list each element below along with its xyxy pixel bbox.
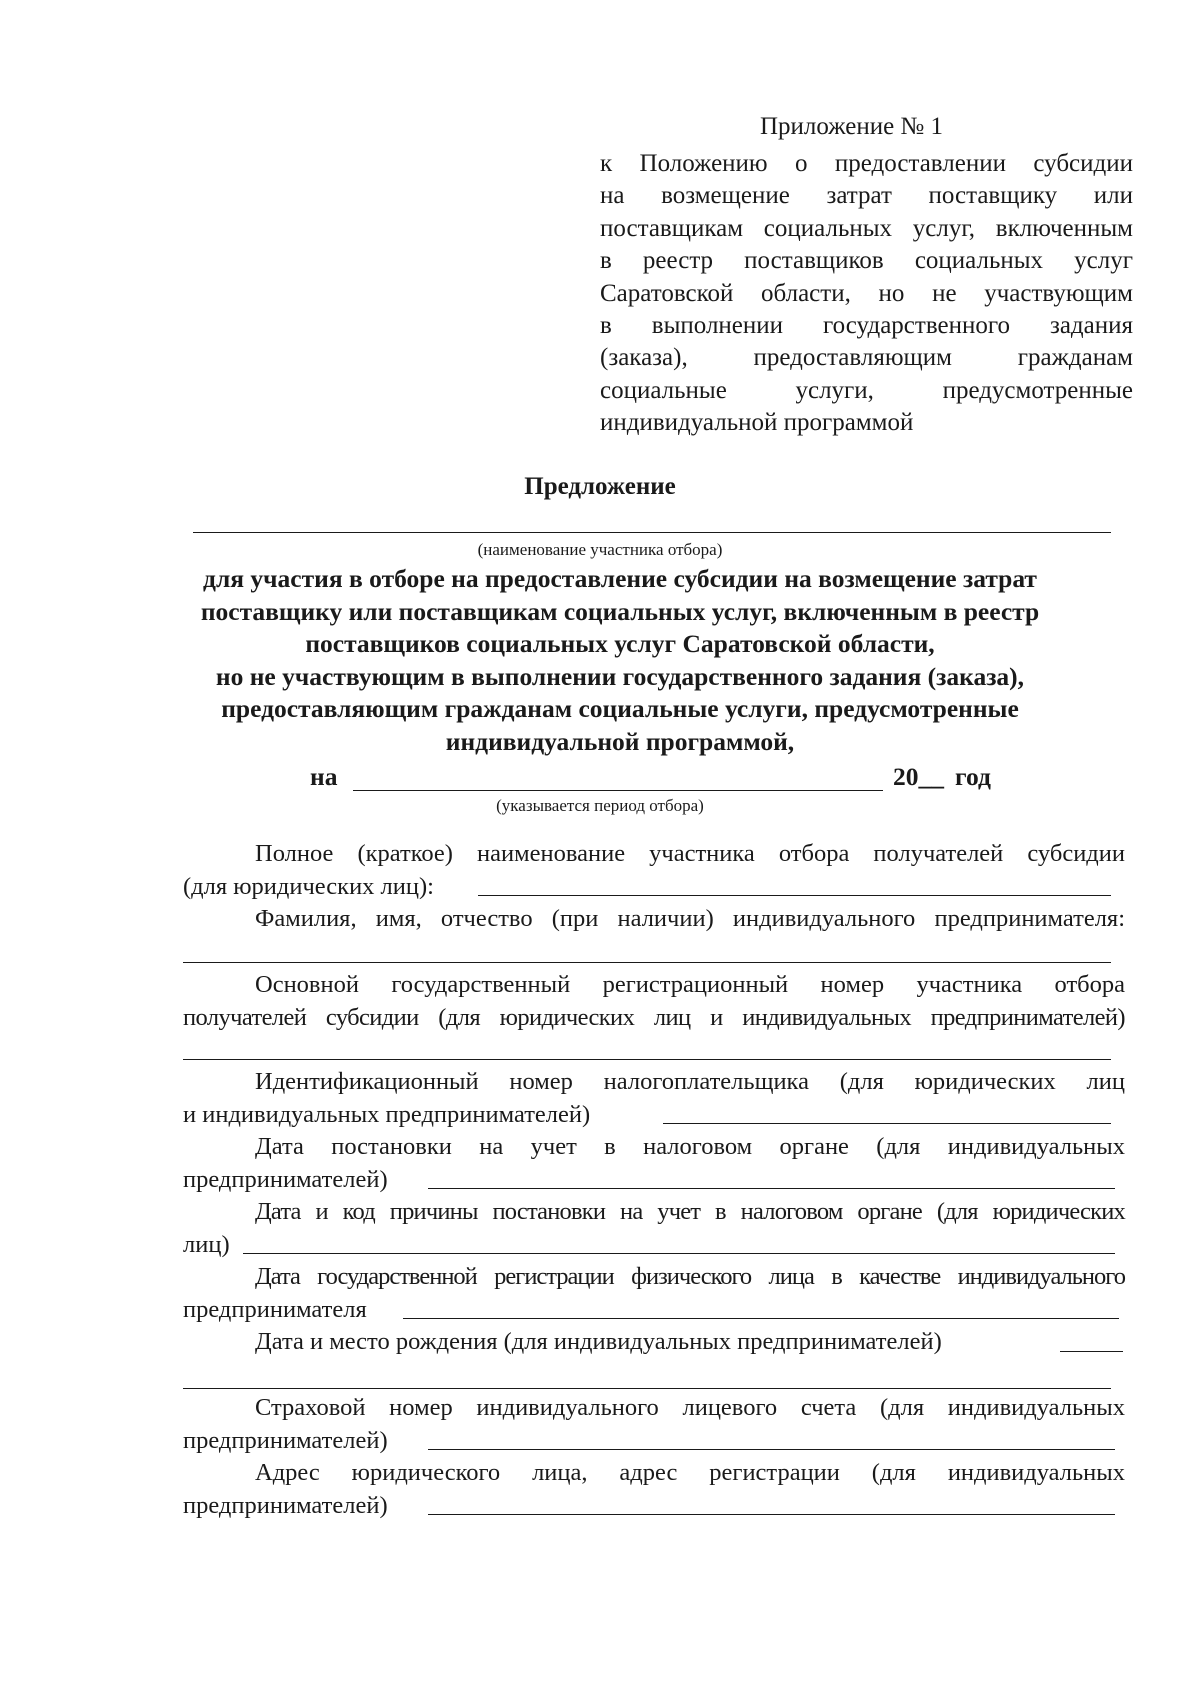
field-label-row <box>183 1326 1125 1359</box>
kpp-blank <box>243 1253 1115 1254</box>
subject-line: индивидуальной программой, <box>445 726 795 756</box>
field-kpp <box>183 1196 1125 1261</box>
period-prefix: на <box>310 762 338 791</box>
field-label: Основной государственный регистрационный номер участника отбора <box>255 971 1125 998</box>
state-reg-date-blank <box>403 1318 1119 1319</box>
birth-blank-2 <box>183 1388 1111 1389</box>
field-label-row <box>183 871 1125 904</box>
proposal-subject <box>120 563 1120 758</box>
document-heading: Предложение <box>524 473 676 500</box>
field-label: Дата и код причины постановки на учет в налоговом органе (для юридических <box>255 1198 1125 1225</box>
field-label: и индивидуальных предпринимателей) <box>183 1100 591 1128</box>
annex-line: Саратовской области, но не участвующим <box>600 279 1133 307</box>
subject-line: для участия в отборе на предоставление субсидии на возмещение затрат <box>203 564 1037 593</box>
full-name-blank <box>478 895 1111 896</box>
field-label: предпринимателей) <box>183 1426 388 1454</box>
annex-line: в реестр поставщиков социальных услуг <box>600 247 1133 275</box>
participant-name-caption: (наименование участника отбора) <box>477 540 723 559</box>
annex-line: на возмещение затрат поставщику или <box>600 182 1133 210</box>
field-fio <box>183 903 1125 936</box>
subject-line: поставщиков социальных услуг Саратовской области, <box>305 629 935 658</box>
field-label: Страховой номер индивидуального лицевого счета (для индивидуальных <box>255 1394 1125 1421</box>
annex-reference <box>600 148 1133 440</box>
field-label: Полное (краткое) наименование участника отбора получателей субсидии <box>255 840 1125 867</box>
field-label: Идентификационный номер налогоплательщика (для юридических лиц <box>255 1068 1125 1095</box>
period-year: 20__ <box>893 762 944 791</box>
field-label: предпринимателя <box>183 1295 367 1323</box>
subject-line: поставщику или поставщикам социальных услуг, включенным в реестр <box>200 596 1040 626</box>
tax-reg-date-blank <box>428 1188 1115 1189</box>
field-inn <box>183 1066 1125 1131</box>
field-label: лиц) <box>183 1230 230 1258</box>
participant-name-line <box>193 532 1111 533</box>
field-ogrn <box>183 969 1125 1034</box>
field-label: Адрес юридического лица, адрес регистрации (для индивидуальных <box>255 1459 1125 1486</box>
field-birth <box>183 1326 1125 1359</box>
field-label: Дата и место рождения (для индивидуальных предпринимателей) <box>255 1328 942 1355</box>
annex-line: к Положению о предоставлении субсидии <box>600 150 1133 177</box>
snils-blank <box>428 1449 1115 1450</box>
birth-blank <box>1060 1351 1123 1352</box>
field-label: предпринимателей) <box>183 1165 388 1193</box>
period-caption: (указывается период отбора) <box>496 796 704 815</box>
field-label-row <box>183 1425 1125 1458</box>
field-full-name <box>183 838 1125 903</box>
field-label: Дата государственной регистрации физического лица в качестве индивидуального <box>255 1263 1125 1290</box>
address-blank <box>428 1514 1115 1515</box>
annex-line: в выполнении государственного задания <box>600 311 1133 339</box>
field-label-row <box>183 1294 1125 1327</box>
field-address <box>183 1457 1125 1522</box>
field-label: получателей субсидии (для юридических лиц и индивидуальных предпринимателей) <box>183 1003 1125 1031</box>
annex-line: (заказа), предоставляющим гражданам <box>600 344 1133 372</box>
inn-blank <box>663 1123 1111 1124</box>
annex-title: Приложение № 1 <box>760 113 944 140</box>
annex-line: индивидуальной программой <box>600 409 914 437</box>
subject-line: но не участвующим в выполнении государственного задания (заказа), <box>215 661 1025 691</box>
field-snils <box>183 1392 1125 1457</box>
field-label: Дата постановки на учет в налоговом органе (для индивидуальных <box>255 1133 1125 1160</box>
field-label: (для юридических лиц): <box>183 872 434 900</box>
field-label-row <box>183 1099 1125 1132</box>
fio-blank <box>183 962 1111 963</box>
subject-line: предоставляющим гражданам социальные услуги, предусмотренные <box>221 694 1019 723</box>
field-label-row <box>183 1164 1125 1197</box>
field-state-reg-date <box>183 1261 1125 1326</box>
annex-line: поставщикам социальных услуг, включенным <box>600 214 1133 242</box>
period-suffix: год <box>955 762 991 791</box>
field-label-row <box>183 1229 1125 1262</box>
field-label: Фамилия, имя, отчество (при наличии) индивидуального предпринимателя: <box>255 905 1125 932</box>
field-label-row <box>183 1490 1125 1523</box>
field-tax-reg-date <box>183 1131 1125 1196</box>
ogrn-blank <box>183 1059 1111 1060</box>
annex-line: социальные услуги, предусмотренные <box>600 376 1133 404</box>
field-label: предпринимателей) <box>183 1491 388 1519</box>
period-blank <box>353 790 883 791</box>
